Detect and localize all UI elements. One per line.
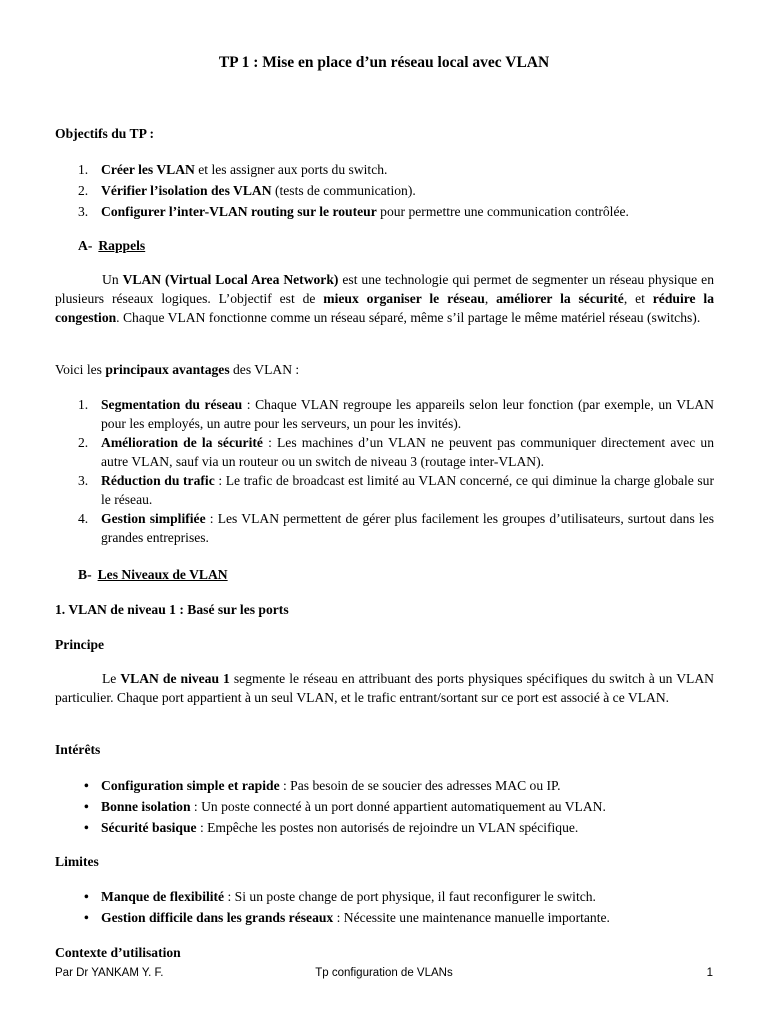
bullet-icon: • [84, 820, 89, 835]
bullet-icon: • [84, 889, 89, 904]
footer-doc-title: Tp configuration de VLANs [315, 967, 453, 979]
principe-heading: Principe [55, 637, 105, 652]
principe-paragraph: Le VLAN de niveau 1 segmente le réseau en attribuant des ports physiques spécifiques du switch à un VLAN particulier. Chaque port appartient à un seul VLAN, et le trafic entrant/sortant sur ce port est associé à ce VLAN. [55, 671, 714, 705]
list-item: • Bonne isolation : Un poste connecté à un port donné appartient automatiquement au VLAN. [84, 799, 606, 814]
list-item: 4. Gestion simplifiée : Les VLAN permettent de gérer plus facilement les groupes d’utilisateurs, surtout dans les grandes entreprises. [78, 511, 714, 545]
list-item: • Gestion difficile dans les grands réseaux : Nécessite une maintenance manuelle importante. [84, 910, 610, 925]
objectifs-heading: Objectifs du TP : [55, 126, 155, 141]
list-item: 1. Segmentation du réseau : Chaque VLAN regroupe les appareils selon leur fonction (par exemple, un VLAN pour les employés, un autre pour les serveurs, un pour les invités). [78, 397, 714, 431]
page-title: TP 1 : Mise en place d’un réseau local avec VLAN [218, 54, 550, 71]
list-item: • Manque de flexibilité : Si un poste change de port physique, il faut reconfigurer le switch. [84, 889, 596, 904]
limites-heading: Limites [55, 854, 99, 869]
list-item: 2. Vérifier l’isolation des VLAN (tests de communication). [78, 183, 416, 198]
interets-heading: Intérêts [55, 742, 101, 757]
list-item: • Configuration simple et rapide : Pas besoin de se soucier des adresses MAC ou IP. [84, 778, 561, 793]
niveau1-heading: 1. VLAN de niveau 1 : Basé sur les ports [55, 602, 289, 617]
interets-list [55, 776, 714, 837]
bullet-icon: • [84, 799, 89, 814]
avantages-list [55, 395, 714, 547]
objectifs-list [55, 160, 714, 221]
page-number: 1 [706, 967, 713, 979]
list-item: 2. Amélioration de la sécurité : Les machines d’un VLAN ne peuvent pas communiquer directement avec un autre VLAN, sauf via un routeur ou un switch de niveau 3 (routage inter-VLAN). [78, 435, 714, 469]
avantages-intro: Voici les principaux avantages des VLAN : [55, 362, 300, 377]
rappels-paragraph: Un VLAN (Virtual Local Area Network) est une technologie qui permet de segmenter un réseau physique en plusieurs réseaux logiques. L’objectif est de mieux organiser le réseau, améliorer la sécurité, et réduire la congestion. Chaque VLAN fonctionne comme un réseau séparé, même s’il partage le même matériel réseau (switchs). [55, 272, 714, 325]
bullet-icon: • [84, 910, 89, 925]
list-item: 3. Configurer l’inter-VLAN routing sur le routeur pour permettre une communication contrôlée. [78, 204, 629, 219]
list-item: 1. Créer les VLAN et les assigner aux ports du switch. [78, 162, 388, 177]
footer-author: Par Dr YANKAM Y. F. [55, 967, 164, 979]
bullet-icon: • [84, 778, 89, 793]
list-item: 3. Réduction du trafic : Le trafic de broadcast est limité au VLAN concerné, ce qui diminue la charge globale sur le réseau. [78, 473, 715, 507]
section-b-heading: B- Les Niveaux de VLAN [78, 567, 228, 582]
limites-list [55, 887, 714, 927]
contexte-heading: Contexte d’utilisation [55, 945, 181, 960]
section-a-heading: A- Rappels [78, 238, 146, 253]
list-item: • Sécurité basique : Empêche les postes non autorisés de rejoindre un VLAN spécifique. [84, 820, 579, 835]
